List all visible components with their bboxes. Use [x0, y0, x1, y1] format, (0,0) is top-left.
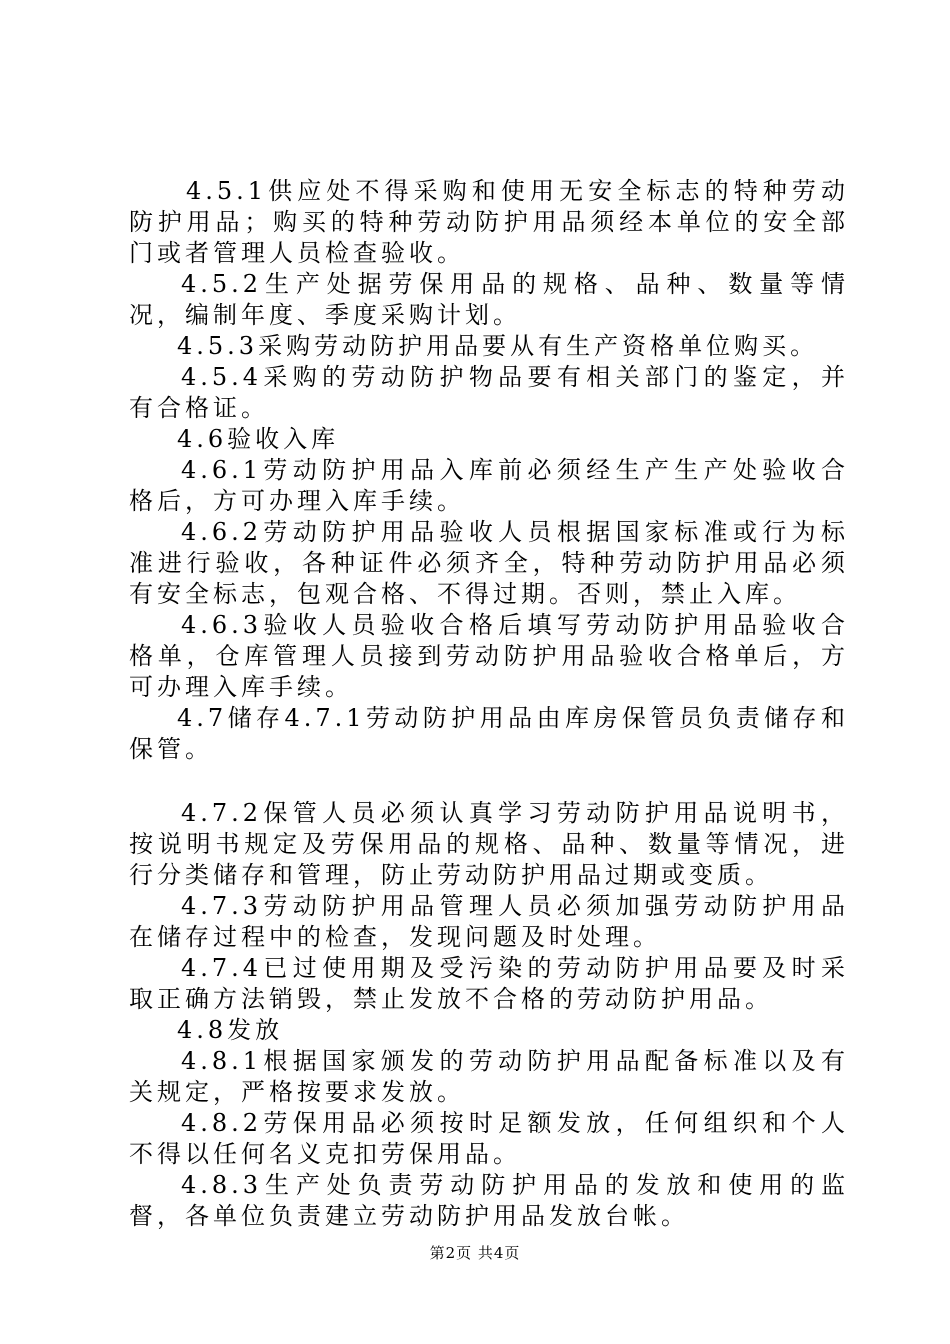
- document-body: [129, 176, 849, 1232]
- paragraph-4-7-storage: 4.7储存4.7.1劳动防护用品由库房保管员负责储存和保管。: [129, 704, 849, 763]
- paragraph-4-8-1: 4.8.1根据国家颁发的劳动防护用品配备标准以及有关规定，严格按要求发放。: [129, 1047, 849, 1106]
- paragraph-4-5-4: 4.5.4采购的劳动防护物品要有相关部门的鉴定，并有合格证。: [129, 363, 849, 422]
- page-footer: 第2页 共4页: [429, 1244, 521, 1262]
- paragraph-4-5-3: 4.5.3采购劳动防护用品要从有生产资格单位购买。: [177, 332, 819, 360]
- section-heading-4-6: 4.6验收入库: [177, 425, 340, 453]
- paragraph-4-5-1: 4.5.1供应处不得采购和使用无安全标志的特种劳动防护用品；购买的特种劳动防护用品须经本单位的安全部门或者管理人员检查验收。: [129, 177, 849, 267]
- paragraph-4-6-2: 4.6.2劳动防护用品验收人员根据国家标准或行为标准进行验收，各种证件必须齐全，特种劳动防护用品必须有安全标志，包观合格、不得过期。否则，禁止入库。: [129, 518, 849, 608]
- paragraph-4-7-3: 4.7.3劳动防护用品管理人员必须加强劳动防护用品在储存过程中的检查，发现问题及时处理。: [129, 892, 849, 951]
- paragraph-4-7-4: 4.7.4已过使用期及受污染的劳动防护用品要及时采取正确方法销毁，禁止发放不合格的劳动防护用品。: [129, 954, 849, 1013]
- paragraph-4-8-2: 4.8.2劳保用品必须按时足额发放，任何组织和个人不得以任何名义克扣劳保用品。: [129, 1109, 849, 1168]
- blank-line: [129, 765, 849, 798]
- paragraph-4-6-1: 4.6.1劳动防护用品入库前必须经生产生产处验收合格后，方可办理入库手续。: [129, 456, 849, 515]
- paragraph-4-6-3: 4.6.3验收人员验收合格后填写劳动防护用品验收合格单，仓库管理人员接到劳动防护用品验收合格单后，方可办理入库手续。: [129, 611, 849, 701]
- paragraph-4-5-2: 4.5.2生产处据劳保用品的规格、品种、数量等情况，编制年度、季度采购计划。: [129, 270, 849, 329]
- section-heading-4-8: 4.8发放: [177, 1016, 284, 1044]
- paragraph-4-8-3: 4.8.3生产处负责劳动防护用品的发放和使用的监督，各单位负责建立劳动防护用品发放台帐。: [129, 1171, 849, 1230]
- paragraph-4-7-2: 4.7.2保管人员必须认真学习劳动防护用品说明书，按说明书规定及劳保用品的规格、品种、数量等情况，进行分类储存和管理，防止劳动防护用品过期或变质。: [129, 799, 849, 889]
